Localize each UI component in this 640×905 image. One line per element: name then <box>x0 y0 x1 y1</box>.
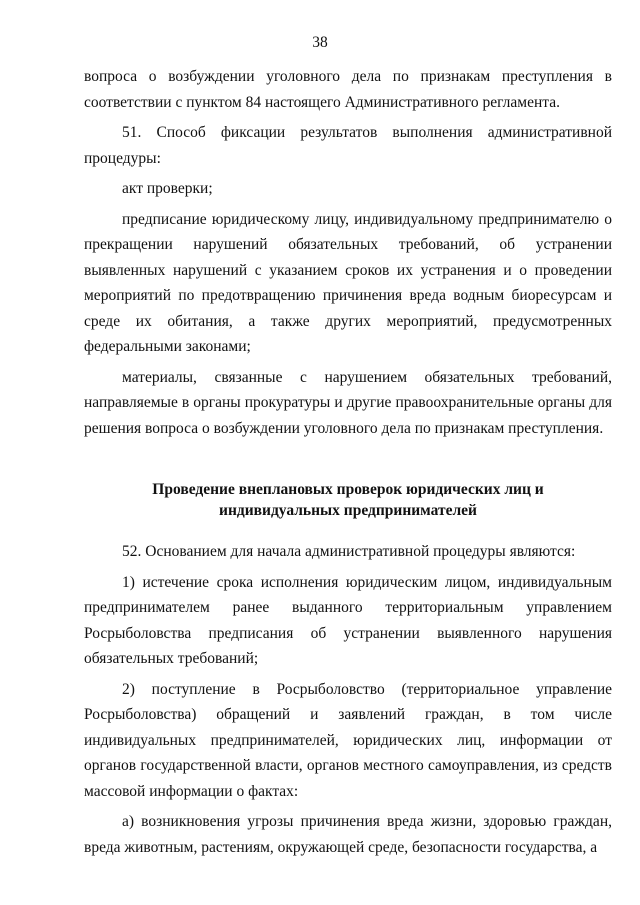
section-heading: Проведение внеплановых проверок юридических лиц и индивидуальных предпринимателей <box>152 481 544 519</box>
paragraph-item-52: 52. Основанием для начала административной процедуры являются: <box>122 543 576 560</box>
paragraph-subitem-1: 1) истечение срока исполнения юридическим лицом, индивидуальным предпринимателем ранее выданного территориальным управлением Росрыболовства предписания об устранении выявленного нарушения обязательных требований; <box>84 573 612 667</box>
paragraph-inspection-act: акт проверки; <box>122 180 213 197</box>
paragraph-subitem-a: а) возникновения угрозы причинения вреда жизни, здоровью граждан, вреда животным, растениям, окружающей среде, безопасности государства, а <box>84 813 612 856</box>
paragraph-prescription: предписание юридическому лицу, индивидуальному предпринимателю о прекращении нарушений обязательных требований, об устранении выявленных нарушений с указанием сроков их устранения и о проведении мероприятий по предотвращению причинения вреда водным биоресурсам и среде их обитания, а также других мероприятий, предусмотренных федеральными законами; <box>84 210 612 355</box>
page-number: 38 <box>312 34 328 51</box>
paragraph-continuation: вопроса о возбуждении уголовного дела по признакам преступления в соответствии с пунктом 84 настоящего Административного регламента. <box>84 68 612 111</box>
paragraph-subitem-2: 2) поступление в Росрыболовство (территориальное управление Росрыболовства) обращений и заявлений граждан, в том числе индивидуальных предпринимателей, юридических лиц, информации от органов государственной власти, органов местного самоуправления, из средств массовой информации о фактах: <box>84 680 612 800</box>
paragraph-materials: материалы, связанные с нарушением обязательных требований, направляемые в органы прокуратуры и другие правоохранительные органы для решения вопроса о возбуждении уголовного дела по признакам преступления. <box>84 368 612 437</box>
paragraph-item-51: 51. Способ фиксации результатов выполнения административной процедуры: <box>84 124 612 167</box>
document-body <box>84 64 612 865</box>
